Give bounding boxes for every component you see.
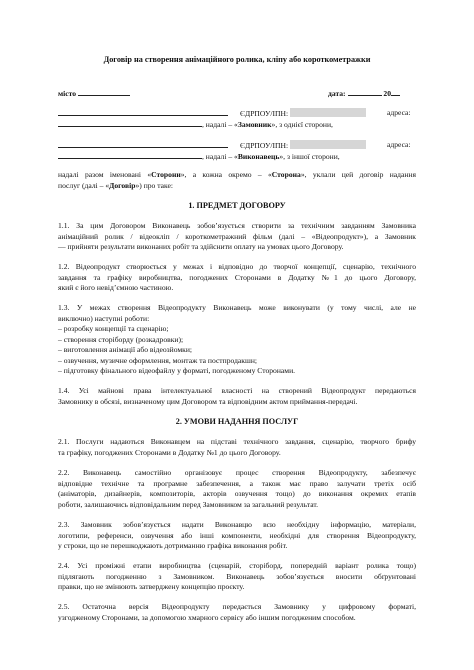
para-1-2-line-3: який є його невід’ємною частиною. — [58, 283, 174, 292]
customer-address-label: адреса: — [387, 108, 411, 117]
customer-name-field[interactable] — [58, 108, 228, 116]
section-1-heading: 1. ПРЕДМЕТ ДОГОВОРУ — [188, 201, 286, 210]
date-line — [328, 88, 400, 100]
city-label: місто — [58, 89, 77, 98]
para-2-3-line-2: логотипи, референси, озвучення або інші компоненти, необхідні для створення Відеопродукту, — [58, 530, 416, 540]
contractor-edrpou-label: ЄДРПОУ/ІПН: — [240, 141, 289, 150]
para-1-2-line-2: завдання та графіку виробництва, погоджених Сторонами в Додатку №1 до цього Договору, — [58, 272, 416, 282]
contractor-edrpou-field[interactable] — [290, 140, 366, 149]
section-2-heading: 2. УМОВИ НАДАННЯ ПОСЛУГ — [175, 417, 299, 426]
intro-line-1: надалі разом іменовані «Сторони», а кожна окремо – «Сторона», уклали цей договір надання — [58, 170, 416, 179]
customer-line-1 — [58, 108, 228, 120]
para-2-4-line-3: правки, що не змінюють затверджену концепцію проєкту. — [58, 582, 245, 591]
para-1-1-line-3: — прийняти результати виконаних робіт та здійснити оплату на умовах цього Договору. — [58, 242, 344, 251]
date-year-field[interactable] — [391, 88, 400, 96]
para-1-4-line-1: 1.4. Усі майнові права інтелектуальної власності на створений Відеопродукт передаються — [58, 386, 416, 395]
contractor-line-2: , надалі – «Виконавець», з іншої сторони, — [58, 151, 340, 163]
list-item: – створення сторіборду (розкадровки); — [58, 334, 184, 344]
para-2-2-line-3: (аніматорів, дизайнерів, композиторів, акторів озвучення тощо) до виконання окремих етапів — [58, 489, 416, 498]
customer-edrpou-label: ЄДРПОУ/ІПН: — [240, 109, 289, 118]
para-2-5-line-2: узгодженому Сторонами, за допомогою хмарного сервісу або іншим погодженим способом. — [58, 612, 356, 622]
contractor-role: Виконавець — [237, 152, 280, 161]
para-1-3-line-1: 1.3. У межах створення Відеопродукту Виконавець може виконувати (у тому числі, але не — [58, 303, 416, 312]
para-2-1-line-1: 2.1. Послуги надаються Виконавцем на підставі технічного завдання, сценарію, творчого брифу — [58, 437, 416, 446]
contractor-name-field[interactable] — [58, 140, 228, 148]
para-2-3-line-3: у строки, що не перешкоджають дотриманню графіка виконання робіт. — [58, 541, 288, 550]
para-1-3-line-2: виключно) наступні роботи: — [58, 313, 150, 323]
para-2-2-line-4: роботи, залишаючись відповідальним перед Замовником за загальний результат. — [58, 499, 319, 509]
para-1-1-line-2: анімаційний ролик / відеокліп / короткометражний фільм (далі – «Відеопродукт»), а Замовник — [58, 231, 416, 241]
customer-edrpou-line — [240, 108, 366, 120]
para-2-1-line-2: та графіку, погоджених Сторонами в Додатку №1 до цього Договору. — [58, 447, 281, 457]
contractor-address-label: адреса: — [387, 140, 411, 149]
list-item: – підготовку фінального відеофайлу у форматі, погодженому Сторонами. — [58, 366, 296, 375]
customer-line-2: , надалі – «Замовник», з однієї сторони, — [58, 119, 333, 131]
para-2-5-line-1: 2.5. Остаточна версія Відеопродукту передається Замовнику у цифровому форматі, — [58, 602, 416, 611]
para-2-2-line-2: відповідне технічне та програмне забезпечення, а також має право залучати третіх осіб — [58, 478, 416, 488]
list-item: – розробку концепції та сценарію; — [58, 324, 169, 333]
contractor-edrpou-line — [240, 140, 366, 152]
para-2-3-line-1: 2.3. Замовник зобов’язується надати Виконавцю всю необхідну інформацію, матеріали, — [58, 520, 416, 529]
customer-edrpou-field[interactable] — [290, 108, 366, 117]
para-2-2-line-1: 2.2. Виконавець самостійно організовує процес створення Відеопродукту, забезпечує — [58, 468, 416, 477]
para-1-2-line-1: 1.2. Відеопродукт створюється у межах і відповідно до творчої концепції, сценарію, технічного — [58, 262, 416, 271]
city-field[interactable] — [78, 88, 130, 96]
para-1-1-line-1: 1.1. За цим Договором Виконавець зобов’язується створити за технічним завданням Замовника — [58, 221, 416, 230]
list-item: – виготовлення анімації або відеозйомки; — [58, 345, 193, 354]
date-label: дата: — [328, 89, 346, 98]
customer-address-field[interactable] — [58, 119, 202, 127]
document-title: Договір на створення анімаційного ролика, кліпу або короткометражки — [103, 55, 371, 64]
para-2-4-line-2: підлягають погодженню з Замовником. Виконавець зобов’язується вносити обґрунтовані — [58, 571, 416, 581]
intro-line-2: послуг (далі – «Договір») про таке: — [58, 181, 174, 190]
contractor-address-field[interactable] — [58, 151, 202, 159]
para-1-4-line-2: Замовнику в обсязі, визначеному цим Договором та відповідним актом приймання-передачі. — [58, 396, 358, 406]
customer-role: Замовник — [237, 120, 272, 129]
date-day-month-field[interactable] — [348, 88, 382, 96]
date-year-prefix: 20 — [383, 89, 391, 98]
contractor-line-1 — [58, 140, 228, 152]
list-item: – озвучення, музичне оформлення, монтаж та постпродакшн; — [58, 355, 258, 365]
city-line — [58, 88, 130, 100]
para-2-4-line-1: 2.4. Усі проміжні етапи виробництва (сценарій, сторіборд, попередній варіант ролика тощо) — [58, 561, 416, 570]
